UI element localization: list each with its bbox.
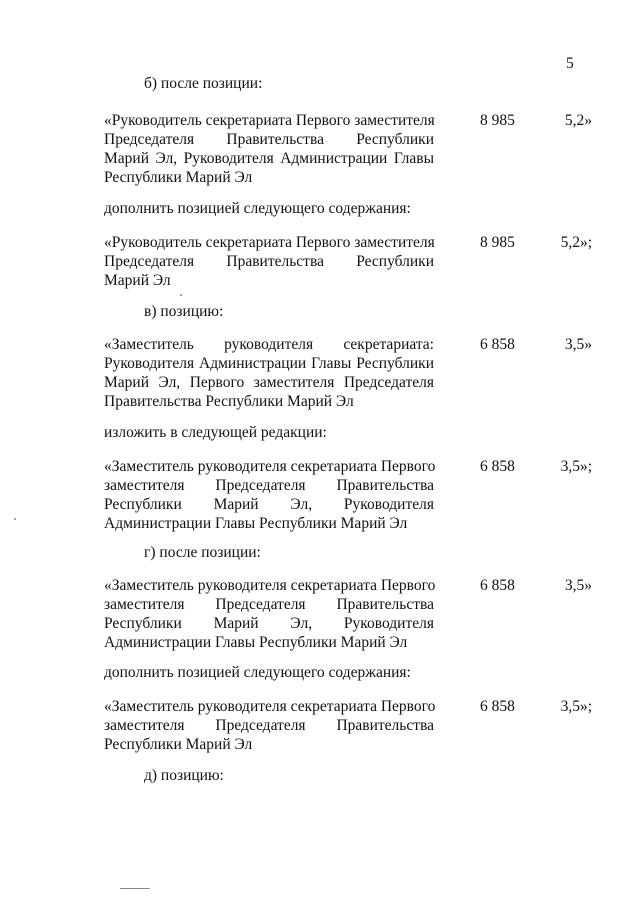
position-3 xyxy=(104,335,434,411)
position-line: Республики Марий Эл, Руководителя xyxy=(104,615,434,632)
scan-speck xyxy=(14,518,16,520)
section-b-label: б) после позиции: xyxy=(144,75,263,92)
position-line: Администрации Главы Республики Марий Эл xyxy=(104,515,408,532)
section-d-label: д) позицию: xyxy=(144,767,224,784)
position-4-coefficient: 3,5»; xyxy=(560,458,592,475)
position-4 xyxy=(104,457,434,533)
position-5-salary: 6 858 xyxy=(480,577,515,594)
position-line: Марий Эл xyxy=(104,272,171,289)
position-4-salary: 6 858 xyxy=(480,458,515,475)
scan-speck xyxy=(120,888,150,889)
position-line: «Руководитель секретариата Первого заместителя xyxy=(104,234,435,251)
position-3-coefficient: 3,5» xyxy=(564,336,592,353)
position-3-salary: 6 858 xyxy=(480,336,515,353)
position-6-coefficient: 3,5»; xyxy=(560,698,592,715)
position-5-coefficient: 3,5» xyxy=(564,577,592,594)
position-5 xyxy=(104,576,434,652)
position-2 xyxy=(104,233,434,290)
position-line: «Заместитель руководителя секретариата Первого xyxy=(104,577,436,594)
position-2-coefficient: 5,2»; xyxy=(560,234,592,251)
section-g-label: г) после позиции: xyxy=(144,544,261,561)
position-6-salary: 6 858 xyxy=(480,698,515,715)
instruction-add-1: дополнить позицией следующего содержания: xyxy=(104,200,411,217)
position-line: Республики Марий Эл xyxy=(104,736,253,753)
position-line: «Заместитель руководителя секретариата Первого xyxy=(104,458,436,475)
position-1-coefficient: 5,2» xyxy=(564,112,592,129)
scan-speck xyxy=(180,294,182,296)
position-line: заместителя Председателя Правительства xyxy=(104,717,434,734)
position-line: Председателя Правительства Республики xyxy=(104,253,434,270)
position-line: Правительства Республики Марий Эл xyxy=(104,393,354,410)
position-6 xyxy=(104,697,434,754)
position-1-salary: 8 985 xyxy=(480,112,515,129)
instruction-add-2: дополнить позицией следующего содержания: xyxy=(104,664,411,681)
position-line: Руководителя Администрации Главы Республики xyxy=(104,355,434,372)
position-line: Администрации Главы Республики Марий Эл xyxy=(104,634,408,651)
instruction-replace: изложить в следующей редакции: xyxy=(104,424,327,441)
position-line: Председателя Правительства Республики xyxy=(104,131,434,148)
section-v-label: в) позицию: xyxy=(144,303,224,320)
position-2-salary: 8 985 xyxy=(480,234,515,251)
position-line: Республики Марий Эл, Руководителя xyxy=(104,496,434,513)
page-number: 5 xyxy=(566,55,574,72)
position-line: «Заместитель руководителя секретариата Первого xyxy=(104,698,436,715)
position-line: Республики Марий Эл xyxy=(104,169,253,186)
position-line: Марий Эл, Первого заместителя Председателя xyxy=(104,374,434,391)
position-line: заместителя Председателя Правительства xyxy=(104,477,434,494)
position-line: заместителя Председателя Правительства xyxy=(104,596,434,613)
position-1 xyxy=(104,111,434,187)
position-line: «Руководитель секретариата Первого заместителя xyxy=(104,112,435,129)
position-line: «Заместитель руководителя секретариата: xyxy=(104,336,434,353)
position-line: Марий Эл, Руководителя Администрации Главы xyxy=(104,150,434,167)
